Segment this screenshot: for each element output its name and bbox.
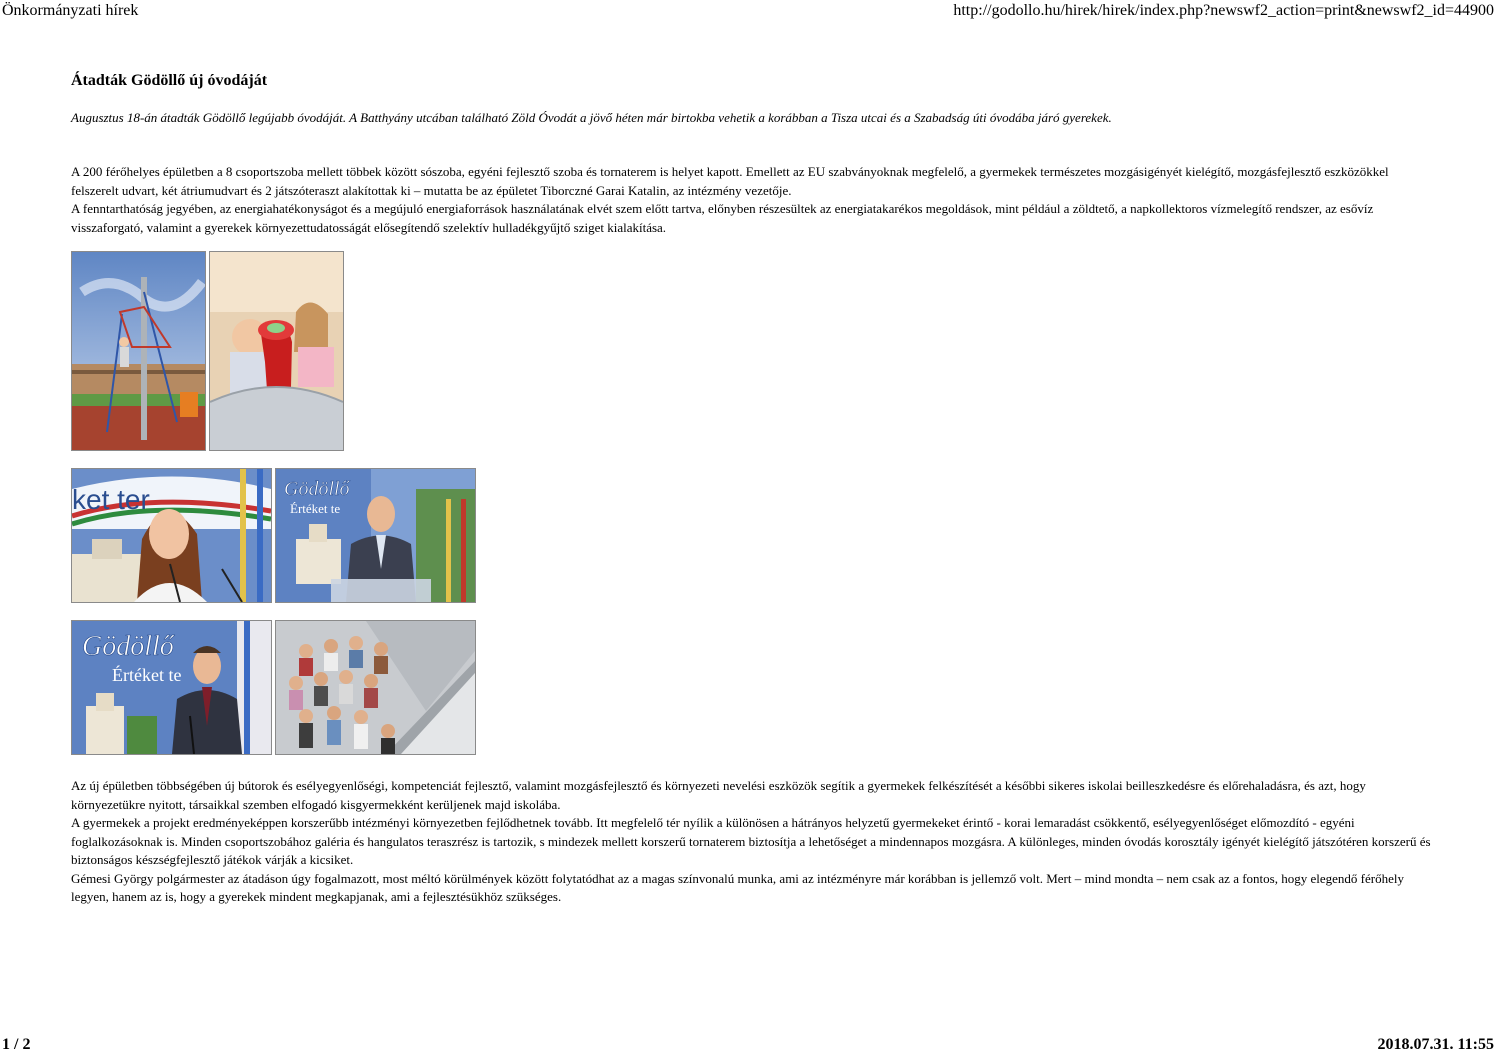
body-top <box>71 163 1431 237</box>
gallery-row <box>71 468 1431 603</box>
banner-slogan: Értéket te <box>290 501 341 516</box>
header-title: Önkormányzati hírek <box>2 2 139 19</box>
photo-playground[interactable] <box>71 251 206 451</box>
photo-children-toy[interactable] <box>209 251 344 451</box>
paragraph: A fenntarthatóság jegyében, az energiahatékonyságot és a megújuló energiaforrások használatának elvét szem előtt tartva, előnyben részesültek az energiatakarékos megoldások, mint például a zöldtető, a napkollektoros vízmelegítő rendszer, az esővíz visszaforgató, valamint a gyerekek környezettudatosságát elősegítendő szelektív hulladékgyűjtő sziget kialakítása. <box>71 201 1374 235</box>
banner-city: Gödöllő <box>284 478 350 500</box>
gallery-row <box>71 620 1431 755</box>
body-bottom <box>71 777 1431 907</box>
article-title: Átadták Gödöllő új óvodáját <box>71 72 268 89</box>
photo-woman-speaker[interactable] <box>71 468 272 603</box>
photo-audience[interactable] <box>275 620 476 755</box>
photo-mayor-speaking[interactable] <box>71 620 272 755</box>
banner-text: ket ter <box>72 484 150 515</box>
print-datetime: 2018.07.31. 11:55 <box>1377 1036 1494 1053</box>
banner-city: Gödöllő <box>82 631 174 662</box>
photo-gallery <box>71 251 1431 755</box>
page-number: 1 / 2 <box>2 1036 31 1053</box>
paragraph: Gémesi György polgármester az átadáson úgy fogalmazott, most méltó körülmények között folytatódhat az a magas színvonalú munka, ami az intézményre már korábban is jellemző volt. Mert – mind mondta – nem csak az a fontos, hogy elegendő férőhely legyen, hanem az is, hogy a gyerekek mindent megkapjanak, ami a fejlesztésükhöz szükséges. <box>71 870 1404 904</box>
paragraph: A 200 férőhelyes épületben a 8 csoportszoba mellett többek között sószoba, egyéni fejlesztő szoba és tornaterem is helyet kapott. Emellett az EU szabványoknak megfelelő, a gyermekek természetes mozgásigényét kielégítő, mozgásfejlesztő eszközökkel felszerelt udvart, két átriumudvart és 2 játszóteraszt alakítottak ki – mutatta be az épületet Tiborczné Garai Katalin, az intézmény vezetője. <box>71 164 1389 198</box>
banner-slogan: Értéket te <box>112 665 182 685</box>
article <box>71 72 1431 921</box>
article-lead: Augusztus 18-án átadták Gödöllő legújabb óvodáját. A Batthyány utcában található Zöld Óvodát a jövő héten már birtokba vehetik a korábban a Tisza utcai és a Szabadság úti óvodába járó gyerekek. <box>71 110 1112 125</box>
photo-man-podium[interactable] <box>275 468 476 603</box>
paragraph: Az új épületben többségében új bútorok és esélyegyenlőségi, kompetenciát fejlesztő, valamint mozgásfejlesztő és környezeti nevelési eszközök segítik a gyermekek felkészítését a későbbi sikeres iskolai beilleszkedésre és előrehaladásra, és azt, hogy környezetükre nyitott, társaikkal szemben elfogadó kisgyermekként kerüljenek majd iskolába. <box>71 778 1366 812</box>
gallery-row <box>71 251 1431 451</box>
header-url: http://godollo.hu/hirek/hirek/index.php?newswf2_action=print&newswf2_id=44900 <box>953 2 1494 19</box>
paragraph: A gyermekek a projekt eredményeképpen korszerűbb intézményi környezetben fejlődhetnek tovább. Itt megfelelő tér nyílik a különösen a hátrányos helyzetű gyermekeket érintő - korai lemaradást csökkentő, esélyegyenlőséget előmozdító - egyéni foglalkozásoknak is. Minden csoportszobához galéria és hangulatos teraszrész is tartozik, s mindezek mellett korszerű tornaterem biztosítja a lehetőséget a mindennapos mozgásra. A különleges, minden óvodás korosztály igényét kielégítő játszótéren korszerű és biztonságos készségfejlesztő játékok várják a kicsiket. <box>71 815 1431 867</box>
